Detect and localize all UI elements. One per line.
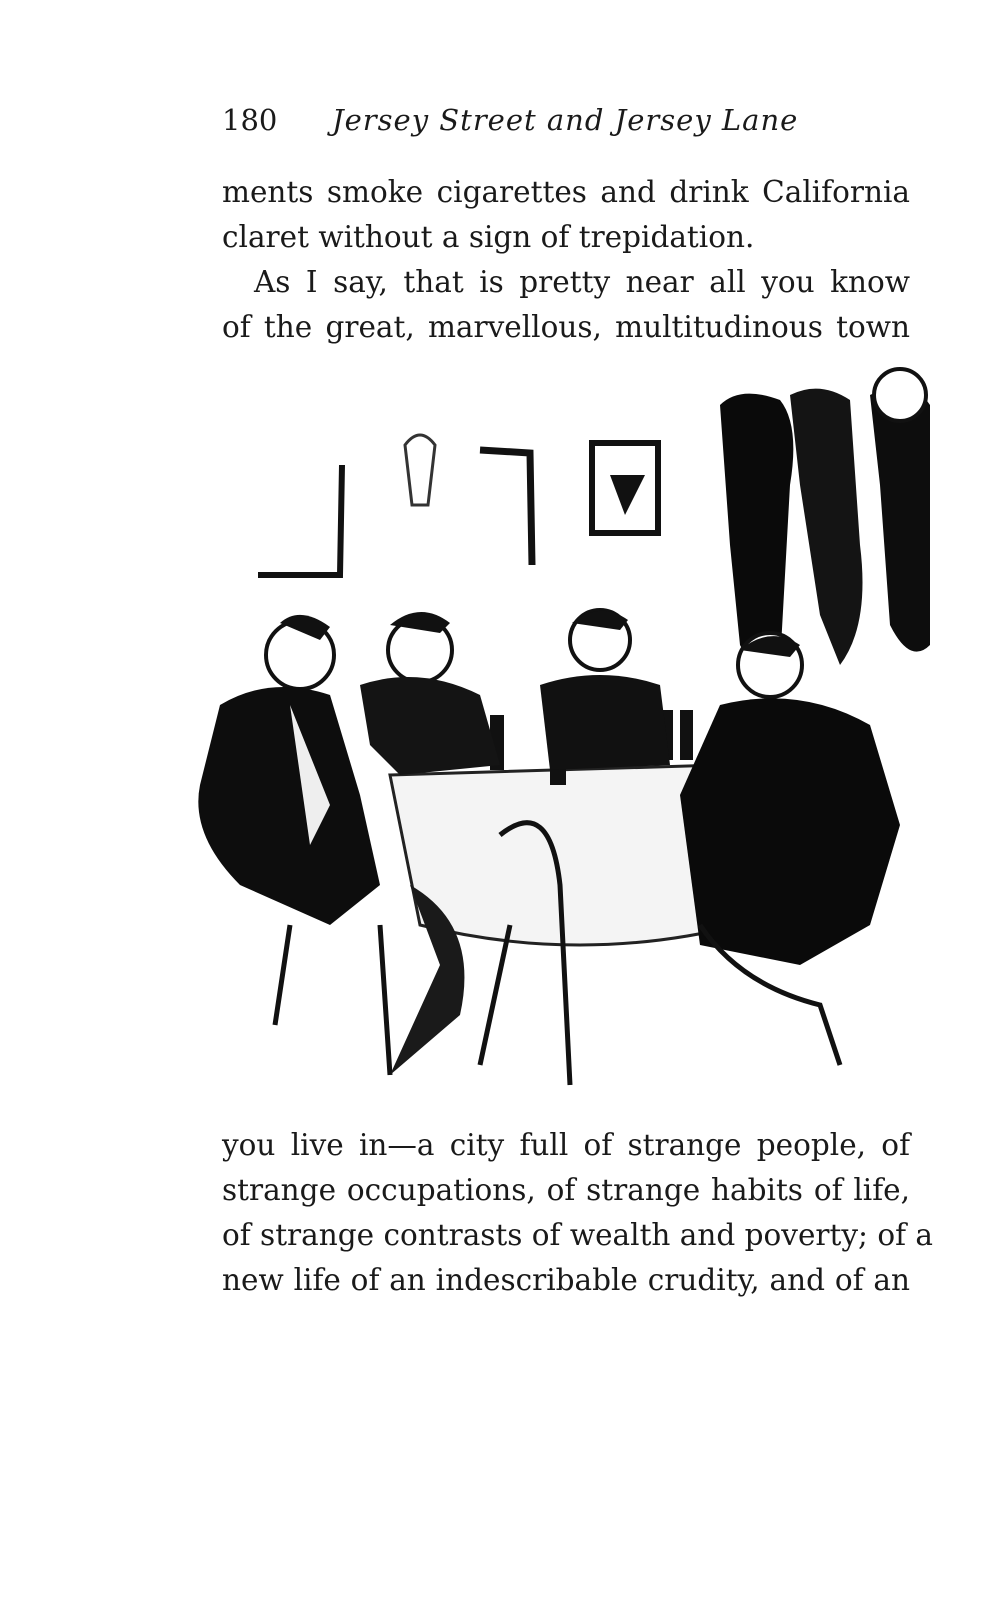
hanging-coat [790, 389, 863, 665]
figure-body [360, 677, 500, 775]
wall-frame-center [480, 450, 532, 565]
hanging-coat [720, 394, 793, 672]
page-number: 180 [222, 103, 278, 137]
figure-body [680, 698, 900, 965]
figure-body [540, 675, 670, 770]
text-line: claret without a sign of trepidation. [222, 220, 755, 254]
chair [275, 925, 390, 1075]
running-title: Jersey Street and Jersey Lane [332, 103, 799, 137]
running-head [222, 102, 912, 138]
text-line: As I say, that is pretty near all you know [254, 265, 910, 299]
figure-body [198, 687, 380, 925]
hanging-hat [874, 369, 926, 421]
illustration-men-at-table [180, 365, 940, 1105]
bottle [680, 710, 693, 760]
illustration-drawing [180, 365, 940, 1105]
body-text-bottom [222, 1123, 934, 1303]
text-line: of strange contrasts of wealth and poverty; of a [222, 1218, 934, 1252]
wall-lamp [405, 435, 435, 505]
wall-frame-left [258, 465, 342, 575]
text-line: ments smoke cigarettes and drink California [222, 175, 910, 209]
text-line: you live in—a city full of strange people, of [222, 1128, 910, 1162]
text-line: strange occupations, of strange habits of life, [222, 1173, 910, 1207]
picture-frame-content [610, 475, 645, 515]
text-line: of the great, marvellous, multitudinous town [222, 310, 910, 344]
body-text-top [222, 170, 910, 350]
text-line: new life of an indescribable crudity, and of an [222, 1263, 910, 1297]
hanging-coat [870, 387, 930, 652]
